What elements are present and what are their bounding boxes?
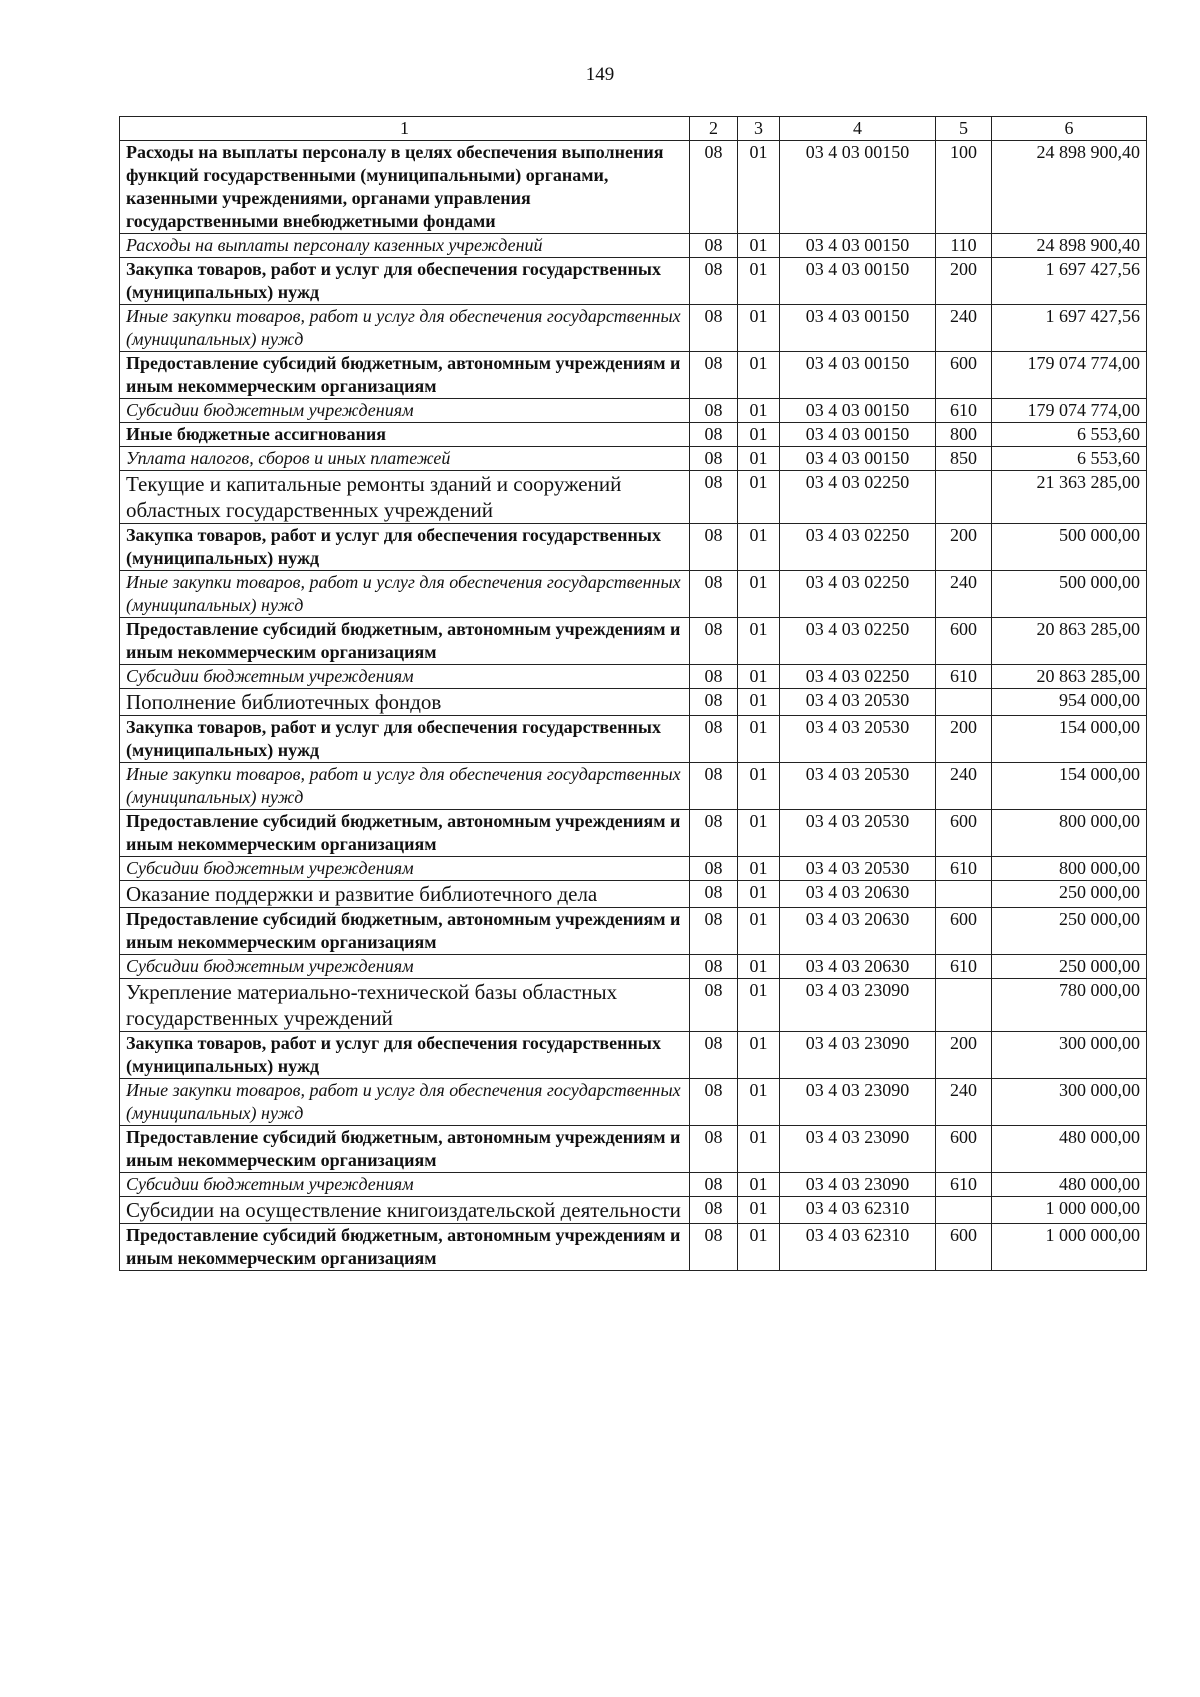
table-row [120, 979, 1147, 1032]
table-row [120, 881, 1147, 908]
table-row [120, 716, 1147, 763]
cell-name: Иные бюджетные ассигнования [120, 423, 690, 447]
cell-subsection: 01 [738, 857, 780, 881]
cell-subsection: 01 [738, 955, 780, 979]
cell-target-article: 03 4 03 20530 [780, 689, 936, 716]
cell-expense-type: 200 [936, 716, 992, 763]
cell-target-article: 03 4 03 00150 [780, 399, 936, 423]
cell-target-article: 03 4 03 23090 [780, 979, 936, 1032]
table-row [120, 908, 1147, 955]
cell-amount: 480 000,00 [992, 1126, 1147, 1173]
cell-section: 08 [690, 423, 738, 447]
cell-target-article: 03 4 03 23090 [780, 1126, 936, 1173]
cell-expense-type: 850 [936, 447, 992, 471]
cell-section: 08 [690, 471, 738, 524]
cell-section: 08 [690, 908, 738, 955]
table-row [120, 810, 1147, 857]
cell-target-article: 03 4 03 00150 [780, 423, 936, 447]
cell-amount: 24 898 900,40 [992, 141, 1147, 234]
cell-section: 08 [690, 763, 738, 810]
table-row [120, 471, 1147, 524]
cell-name: Закупка товаров, работ и услуг для обеспечения государственных (муниципальных) нужд [120, 716, 690, 763]
cell-expense-type [936, 881, 992, 908]
cell-section: 08 [690, 234, 738, 258]
table-row [120, 447, 1147, 471]
cell-name: Предоставление субсидий бюджетным, автономным учреждениям и иным некоммерческим организациям [120, 352, 690, 399]
table-row [120, 258, 1147, 305]
cell-expense-type [936, 979, 992, 1032]
cell-section: 08 [690, 1126, 738, 1173]
cell-section: 08 [690, 524, 738, 571]
cell-amount: 500 000,00 [992, 571, 1147, 618]
table-row [120, 423, 1147, 447]
cell-name: Закупка товаров, работ и услуг для обеспечения государственных (муниципальных) нужд [120, 1032, 690, 1079]
table-row [120, 305, 1147, 352]
cell-target-article: 03 4 03 02250 [780, 618, 936, 665]
cell-section: 08 [690, 716, 738, 763]
cell-amount: 20 863 285,00 [992, 665, 1147, 689]
cell-expense-type: 610 [936, 399, 992, 423]
header-col-1: 1 [120, 117, 690, 141]
cell-amount: 250 000,00 [992, 955, 1147, 979]
table-row [120, 352, 1147, 399]
cell-expense-type: 110 [936, 234, 992, 258]
cell-subsection: 01 [738, 447, 780, 471]
table-row [120, 665, 1147, 689]
table-body [120, 141, 1147, 1271]
cell-expense-type: 610 [936, 955, 992, 979]
cell-target-article: 03 4 03 20530 [780, 716, 936, 763]
table-header [120, 117, 1147, 141]
cell-target-article: 03 4 03 20630 [780, 881, 936, 908]
cell-target-article: 03 4 03 23090 [780, 1032, 936, 1079]
cell-name: Иные закупки товаров, работ и услуг для обеспечения государственных (муниципальных) нужд [120, 571, 690, 618]
cell-subsection: 01 [738, 571, 780, 618]
cell-target-article: 03 4 03 20630 [780, 908, 936, 955]
cell-amount: 1 000 000,00 [992, 1197, 1147, 1224]
page-number: 149 [585, 64, 615, 85]
cell-subsection: 01 [738, 881, 780, 908]
cell-name: Укрепление материально-технической базы областных государственных учреждений [120, 979, 690, 1032]
cell-amount: 1 000 000,00 [992, 1224, 1147, 1271]
cell-name: Предоставление субсидий бюджетным, автономным учреждениям и иным некоммерческим организациям [120, 908, 690, 955]
cell-target-article: 03 4 03 00150 [780, 352, 936, 399]
cell-section: 08 [690, 447, 738, 471]
cell-target-article: 03 4 03 00150 [780, 305, 936, 352]
cell-expense-type: 200 [936, 258, 992, 305]
cell-section: 08 [690, 881, 738, 908]
cell-section: 08 [690, 979, 738, 1032]
cell-section: 08 [690, 141, 738, 234]
cell-section: 08 [690, 1032, 738, 1079]
cell-expense-type: 610 [936, 1173, 992, 1197]
cell-section: 08 [690, 618, 738, 665]
header-col-5: 5 [936, 117, 992, 141]
cell-amount: 20 863 285,00 [992, 618, 1147, 665]
cell-amount: 500 000,00 [992, 524, 1147, 571]
cell-section: 08 [690, 399, 738, 423]
table-row [120, 618, 1147, 665]
cell-expense-type [936, 471, 992, 524]
table-row [120, 1224, 1147, 1271]
cell-expense-type: 600 [936, 908, 992, 955]
cell-subsection: 01 [738, 665, 780, 689]
cell-name: Текущие и капитальные ремонты зданий и сооружений областных государственных учреждений [120, 471, 690, 524]
header-col-2: 2 [690, 117, 738, 141]
cell-name: Расходы на выплаты персоналу в целях обеспечения выполнения функций государственными (муниципальными) органами, казенными учреждениями, органами управления государственными внебюджетными фондами [120, 141, 690, 234]
cell-section: 08 [690, 571, 738, 618]
table-row [120, 1197, 1147, 1224]
cell-amount: 300 000,00 [992, 1079, 1147, 1126]
cell-name: Расходы на выплаты персоналу казенных учреждений [120, 234, 690, 258]
cell-expense-type: 610 [936, 857, 992, 881]
table-row [120, 234, 1147, 258]
cell-expense-type: 240 [936, 571, 992, 618]
cell-target-article: 03 4 03 20630 [780, 955, 936, 979]
cell-name: Закупка товаров, работ и услуг для обеспечения государственных (муниципальных) нужд [120, 524, 690, 571]
cell-name: Субсидии бюджетным учреждениям [120, 399, 690, 423]
cell-section: 08 [690, 857, 738, 881]
cell-expense-type [936, 1197, 992, 1224]
cell-subsection: 01 [738, 908, 780, 955]
cell-amount: 179 074 774,00 [992, 399, 1147, 423]
table-row [120, 1079, 1147, 1126]
cell-expense-type: 200 [936, 1032, 992, 1079]
cell-expense-type: 240 [936, 763, 992, 810]
table-row [120, 399, 1147, 423]
cell-name: Субсидии бюджетным учреждениям [120, 665, 690, 689]
table-row [120, 524, 1147, 571]
table-row [120, 689, 1147, 716]
table-row [120, 1032, 1147, 1079]
cell-expense-type: 200 [936, 524, 992, 571]
cell-expense-type: 600 [936, 1126, 992, 1173]
cell-subsection: 01 [738, 258, 780, 305]
cell-subsection: 01 [738, 1224, 780, 1271]
table-row [120, 763, 1147, 810]
cell-subsection: 01 [738, 716, 780, 763]
cell-name: Предоставление субсидий бюджетным, автономным учреждениям и иным некоммерческим организациям [120, 810, 690, 857]
cell-target-article: 03 4 03 00150 [780, 447, 936, 471]
cell-amount: 1 697 427,56 [992, 305, 1147, 352]
cell-section: 08 [690, 258, 738, 305]
cell-name: Оказание поддержки и развитие библиотечного дела [120, 881, 690, 908]
cell-target-article: 03 4 03 62310 [780, 1197, 936, 1224]
cell-expense-type: 610 [936, 665, 992, 689]
cell-subsection: 01 [738, 352, 780, 399]
cell-target-article: 03 4 03 00150 [780, 141, 936, 234]
cell-expense-type: 800 [936, 423, 992, 447]
cell-subsection: 01 [738, 763, 780, 810]
header-col-4: 4 [780, 117, 936, 141]
cell-name: Субсидии на осуществление книгоиздательской деятельности [120, 1197, 690, 1224]
cell-subsection: 01 [738, 1197, 780, 1224]
cell-amount: 480 000,00 [992, 1173, 1147, 1197]
cell-name: Пополнение библиотечных фондов [120, 689, 690, 716]
cell-amount: 154 000,00 [992, 716, 1147, 763]
cell-section: 08 [690, 352, 738, 399]
cell-subsection: 01 [738, 1126, 780, 1173]
cell-expense-type: 240 [936, 1079, 992, 1126]
header-col-6: 6 [992, 117, 1147, 141]
cell-subsection: 01 [738, 689, 780, 716]
table-row [120, 1126, 1147, 1173]
cell-expense-type: 600 [936, 1224, 992, 1271]
cell-target-article: 03 4 03 20530 [780, 810, 936, 857]
cell-target-article: 03 4 03 00150 [780, 234, 936, 258]
cell-name: Субсидии бюджетным учреждениям [120, 857, 690, 881]
cell-target-article: 03 4 03 23090 [780, 1079, 936, 1126]
cell-expense-type: 600 [936, 810, 992, 857]
cell-subsection: 01 [738, 234, 780, 258]
cell-subsection: 01 [738, 524, 780, 571]
cell-target-article: 03 4 03 23090 [780, 1173, 936, 1197]
table-row [120, 955, 1147, 979]
cell-section: 08 [690, 1173, 738, 1197]
cell-expense-type: 600 [936, 352, 992, 399]
cell-name: Иные закупки товаров, работ и услуг для обеспечения государственных (муниципальных) нужд [120, 1079, 690, 1126]
cell-name: Предоставление субсидий бюджетным, автономным учреждениям и иным некоммерческим организациям [120, 1224, 690, 1271]
cell-subsection: 01 [738, 618, 780, 665]
cell-name: Иные закупки товаров, работ и услуг для обеспечения государственных (муниципальных) нужд [120, 763, 690, 810]
cell-expense-type: 100 [936, 141, 992, 234]
cell-target-article: 03 4 03 20530 [780, 763, 936, 810]
cell-subsection: 01 [738, 1173, 780, 1197]
cell-subsection: 01 [738, 810, 780, 857]
budget-table [119, 116, 1147, 1271]
cell-amount: 154 000,00 [992, 763, 1147, 810]
cell-amount: 1 697 427,56 [992, 258, 1147, 305]
cell-name: Предоставление субсидий бюджетным, автономным учреждениям и иным некоммерческим организациям [120, 618, 690, 665]
cell-expense-type: 240 [936, 305, 992, 352]
cell-name: Субсидии бюджетным учреждениям [120, 955, 690, 979]
cell-subsection: 01 [738, 979, 780, 1032]
cell-target-article: 03 4 03 02250 [780, 471, 936, 524]
cell-name: Иные закупки товаров, работ и услуг для обеспечения государственных (муниципальных) нужд [120, 305, 690, 352]
cell-subsection: 01 [738, 1079, 780, 1126]
cell-amount: 300 000,00 [992, 1032, 1147, 1079]
cell-amount: 780 000,00 [992, 979, 1147, 1032]
cell-amount: 250 000,00 [992, 881, 1147, 908]
cell-name: Закупка товаров, работ и услуг для обеспечения государственных (муниципальных) нужд [120, 258, 690, 305]
cell-expense-type [936, 689, 992, 716]
cell-amount: 6 553,60 [992, 447, 1147, 471]
cell-amount: 6 553,60 [992, 423, 1147, 447]
cell-target-article: 03 4 03 00150 [780, 258, 936, 305]
cell-section: 08 [690, 1079, 738, 1126]
cell-name: Предоставление субсидий бюджетным, автономным учреждениям и иным некоммерческим организациям [120, 1126, 690, 1173]
table-row [120, 571, 1147, 618]
cell-subsection: 01 [738, 305, 780, 352]
table-row [120, 141, 1147, 234]
cell-subsection: 01 [738, 471, 780, 524]
cell-subsection: 01 [738, 399, 780, 423]
cell-name: Уплата налогов, сборов и иных платежей [120, 447, 690, 471]
table-row [120, 1173, 1147, 1197]
cell-amount: 24 898 900,40 [992, 234, 1147, 258]
header-row [120, 117, 1147, 141]
header-col-3: 3 [738, 117, 780, 141]
cell-expense-type: 600 [936, 618, 992, 665]
cell-subsection: 01 [738, 141, 780, 234]
cell-section: 08 [690, 665, 738, 689]
cell-section: 08 [690, 1224, 738, 1271]
cell-amount: 954 000,00 [992, 689, 1147, 716]
cell-section: 08 [690, 689, 738, 716]
cell-target-article: 03 4 03 62310 [780, 1224, 936, 1271]
cell-section: 08 [690, 1197, 738, 1224]
cell-amount: 179 074 774,00 [992, 352, 1147, 399]
cell-name: Субсидии бюджетным учреждениям [120, 1173, 690, 1197]
cell-target-article: 03 4 03 20530 [780, 857, 936, 881]
table-row [120, 857, 1147, 881]
cell-section: 08 [690, 955, 738, 979]
cell-amount: 800 000,00 [992, 810, 1147, 857]
cell-target-article: 03 4 03 02250 [780, 571, 936, 618]
cell-amount: 21 363 285,00 [992, 471, 1147, 524]
cell-amount: 250 000,00 [992, 908, 1147, 955]
cell-section: 08 [690, 810, 738, 857]
cell-target-article: 03 4 03 02250 [780, 665, 936, 689]
cell-section: 08 [690, 305, 738, 352]
cell-subsection: 01 [738, 1032, 780, 1079]
cell-subsection: 01 [738, 423, 780, 447]
cell-target-article: 03 4 03 02250 [780, 524, 936, 571]
cell-amount: 800 000,00 [992, 857, 1147, 881]
